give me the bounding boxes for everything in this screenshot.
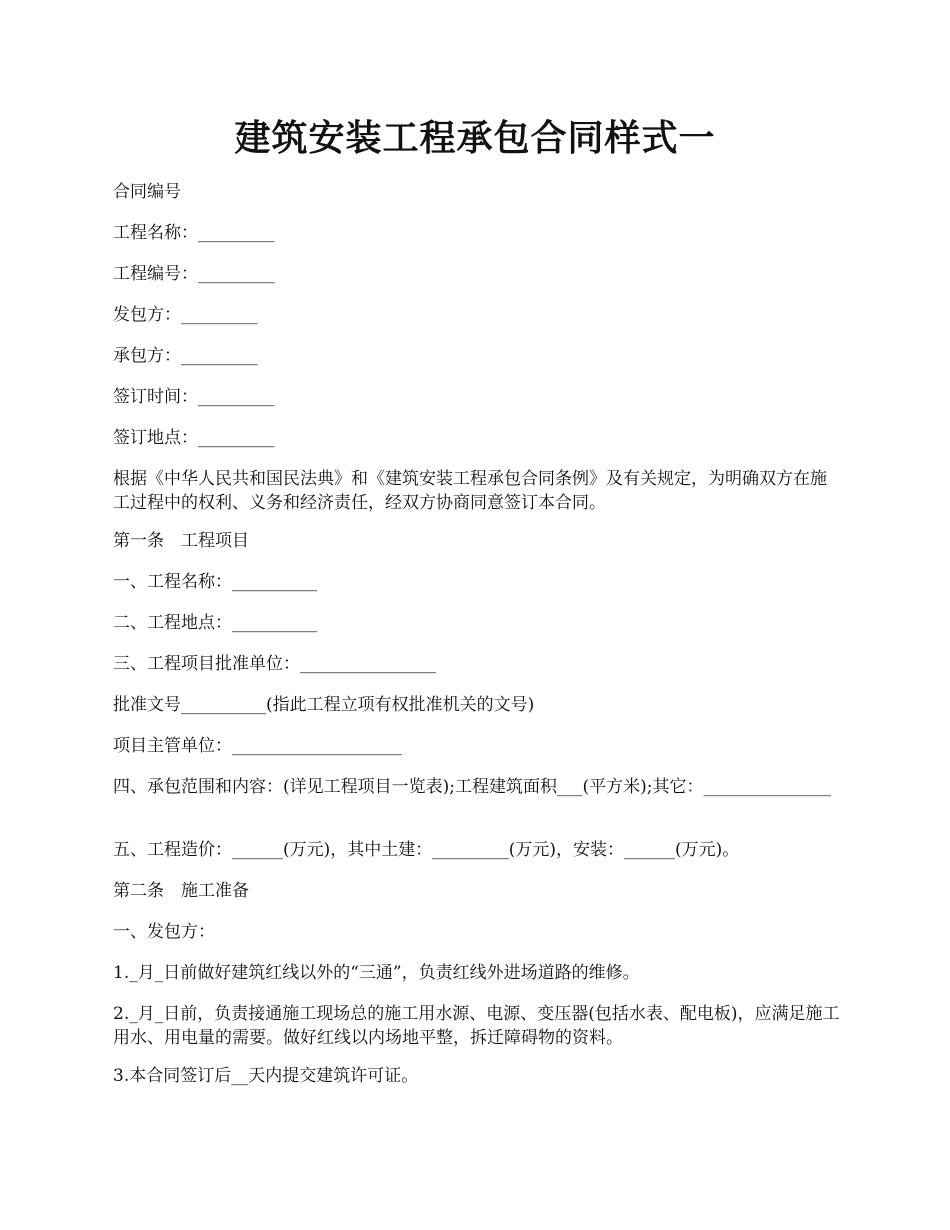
item-scope-and-content: 四、承包范围和内容：(详见工程项目一览表);工程建筑面积___(平方米);其它：_______________ [113, 777, 831, 797]
contract-number-label: 合同编号 [113, 182, 181, 202]
article-2-heading: 第二条 施工准备 [113, 881, 249, 901]
item-project-cost: 五、工程造价：______(万元)，其中土建：_________(万元)，安装：______(万元)。 [113, 840, 740, 860]
item-supervising-unit: 项目主管单位：____________________ [113, 736, 402, 756]
signing-date-field: 签订时间：_________ [113, 387, 275, 407]
employer-duties-heading: 一、发包方： [113, 922, 215, 942]
item-approval-document: 批准文号__________(指此工程立项有权批准机关的文号) [113, 695, 535, 715]
project-number-field: 工程编号：_________ [113, 264, 275, 284]
item-project-location: 二、工程地点：__________ [113, 613, 317, 633]
item-approving-unit: 三、工程项目批准单位：________________ [113, 654, 436, 674]
employer-field: 发包方：_________ [113, 305, 258, 325]
document-title: 建筑安装工程承包合同样式一 [234, 117, 716, 159]
article-1-heading: 第一条 工程项目 [113, 531, 249, 551]
project-name-field: 工程名称：_________ [113, 223, 275, 243]
contractor-field: 承包方：_________ [113, 346, 258, 366]
signing-place-field: 签订地点：_________ [113, 428, 275, 448]
employer-duty-3: 3.本合同签订后__天内提交建筑许可证。 [113, 1066, 419, 1086]
employer-duty-2: 2._月_日前，负责接通施工现场总的施工用水源、电源、变压器(包括水表、配电板)，应满足施工用水、用电量的需要。做好红线以内场地平整，拆迁障碍物的资料。 [113, 1004, 840, 1048]
employer-duty-1: 1._月_日前做好建筑红线以外的“三通”，负责红线外进场道路的维修。 [113, 963, 640, 983]
preamble-paragraph: 根据《中华人民共和国民法典》和《建筑安装工程承包合同条例》及有关规定，为明确双方在施工过程中的权利、义务和经济责任，经双方协商同意签订本合同。 [113, 469, 827, 513]
item-project-name: 一、工程名称：__________ [113, 572, 317, 592]
